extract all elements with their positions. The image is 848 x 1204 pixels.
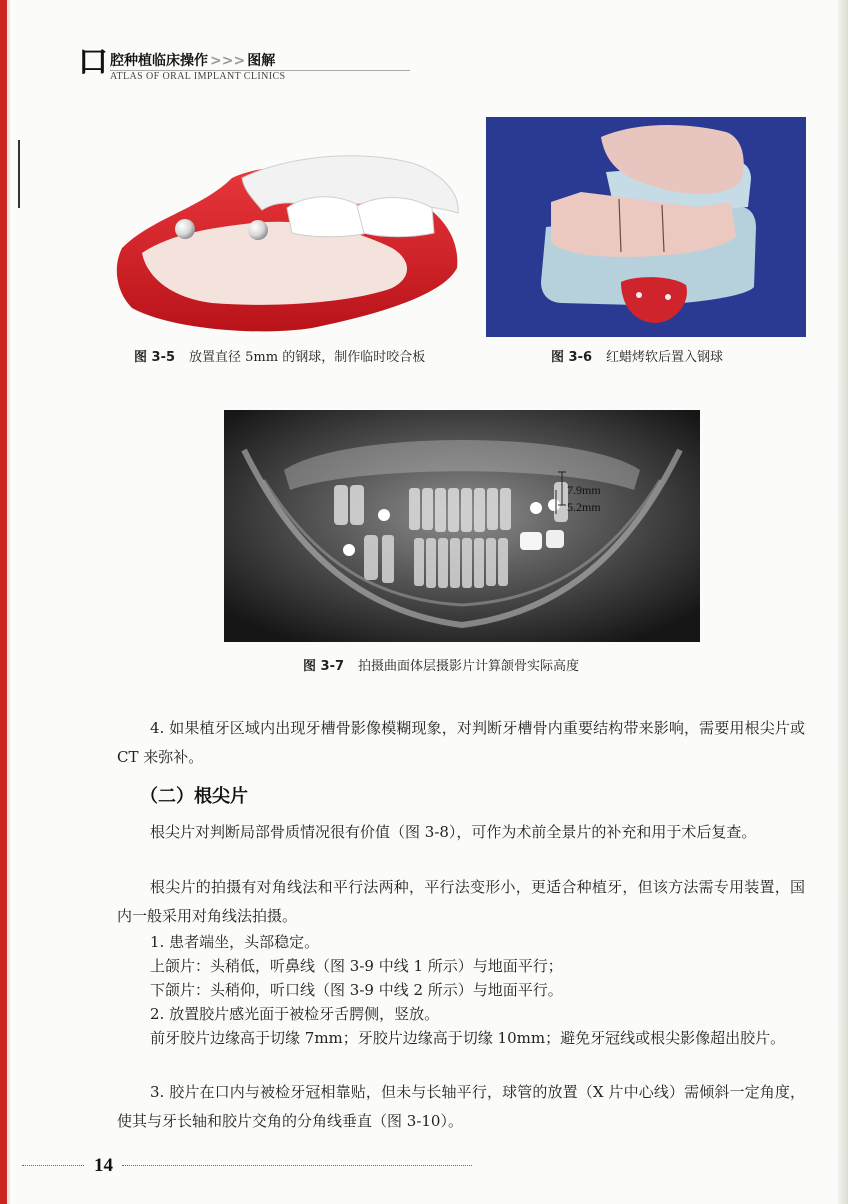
figure-3-6-number: 图 3-6 (551, 350, 593, 365)
figure-3-5-caption (134, 346, 425, 365)
binding-shadow (7, 0, 10, 1204)
paragraph-step-3: 3. 胶片在口内与被检牙冠相靠贴，但未与长轴平行，球管的放置（X 片中心线）需倾斜一定角度，使其与牙长轴和胶片交角的分角线垂直（图 3-10）。 (117, 1083, 805, 1130)
page-edge-shadow (838, 0, 848, 1204)
page-number: 14 (94, 1155, 113, 1176)
section-heading: （二）根尖片 (140, 786, 248, 807)
paragraph-methods: 根尖片的拍摄有对角线法和平行法两种，平行法变形小，更适合种植牙，但该方法需专用装置，国内一般采用对角线法拍摄。 (117, 878, 805, 925)
measure-label-2: 5.2mm (567, 500, 601, 514)
margin-mark (18, 140, 20, 208)
header-title-suffix: 图解 (247, 53, 276, 69)
footer-dots-left (22, 1165, 84, 1166)
paragraph-intro: 根尖片对判断局部骨质情况很有价值（图 3-8），可作为术前全景片的补充和用于术后复查。 (150, 823, 757, 841)
paragraph-step-2: 2. 放置胶片感光面于被检牙舌腭侧，竖放。 (150, 1005, 440, 1023)
figure-3-5-number: 图 3-5 (134, 350, 176, 365)
paragraph-film-edge: 前牙胶片边缘高于切缘 7mm；牙胶片边缘高于切缘 10mm；避免牙冠线或根尖影像超出胶片。 (150, 1029, 786, 1047)
measure-label-1: 7.9mm (567, 483, 601, 497)
figure-3-5-text: 放置直径 5mm 的钢球，制作临时咬合板 (189, 350, 426, 365)
figure-3-7-caption (303, 655, 579, 674)
footer-dots-right (122, 1165, 472, 1166)
figure-3-6-caption (551, 346, 723, 365)
figure-3-5-image (112, 138, 464, 338)
figure-3-7-image (224, 410, 700, 642)
header-box-char: 口 (78, 45, 108, 80)
header-title-main: 腔种植临床操作 (110, 53, 208, 69)
paragraph-step-1: 1. 患者端坐，头部稳定。 (150, 933, 320, 951)
paragraph-upper-jaw: 上颌片：头稍低，听鼻线（图 3-9 中线 1 所示）与地面平行； (150, 957, 563, 975)
figure-3-6-text: 红蜡烤软后置入钢球 (606, 350, 724, 365)
header-title (110, 50, 275, 70)
figure-3-7-text: 拍摄曲面体层摄影片计算颌骨实际高度 (358, 659, 580, 674)
header-arrows: >>> (210, 53, 246, 69)
paragraph-item-4: 4. 如果植牙区域内出现牙槽骨影像模糊现象，对判断牙槽骨内重要结构带来影响，需要用根尖片或 CT 来弥补。 (117, 719, 805, 766)
binding-edge (0, 0, 7, 1204)
figure-3-6-image (486, 117, 806, 337)
figure-3-7-number: 图 3-7 (303, 659, 345, 674)
paragraph-lower-jaw: 下颌片：头稍仰，听口线（图 3-9 中线 2 所示）与地面平行。 (150, 981, 563, 999)
header-subtitle: ATLAS OF ORAL IMPLANT CLINICS (110, 71, 286, 82)
